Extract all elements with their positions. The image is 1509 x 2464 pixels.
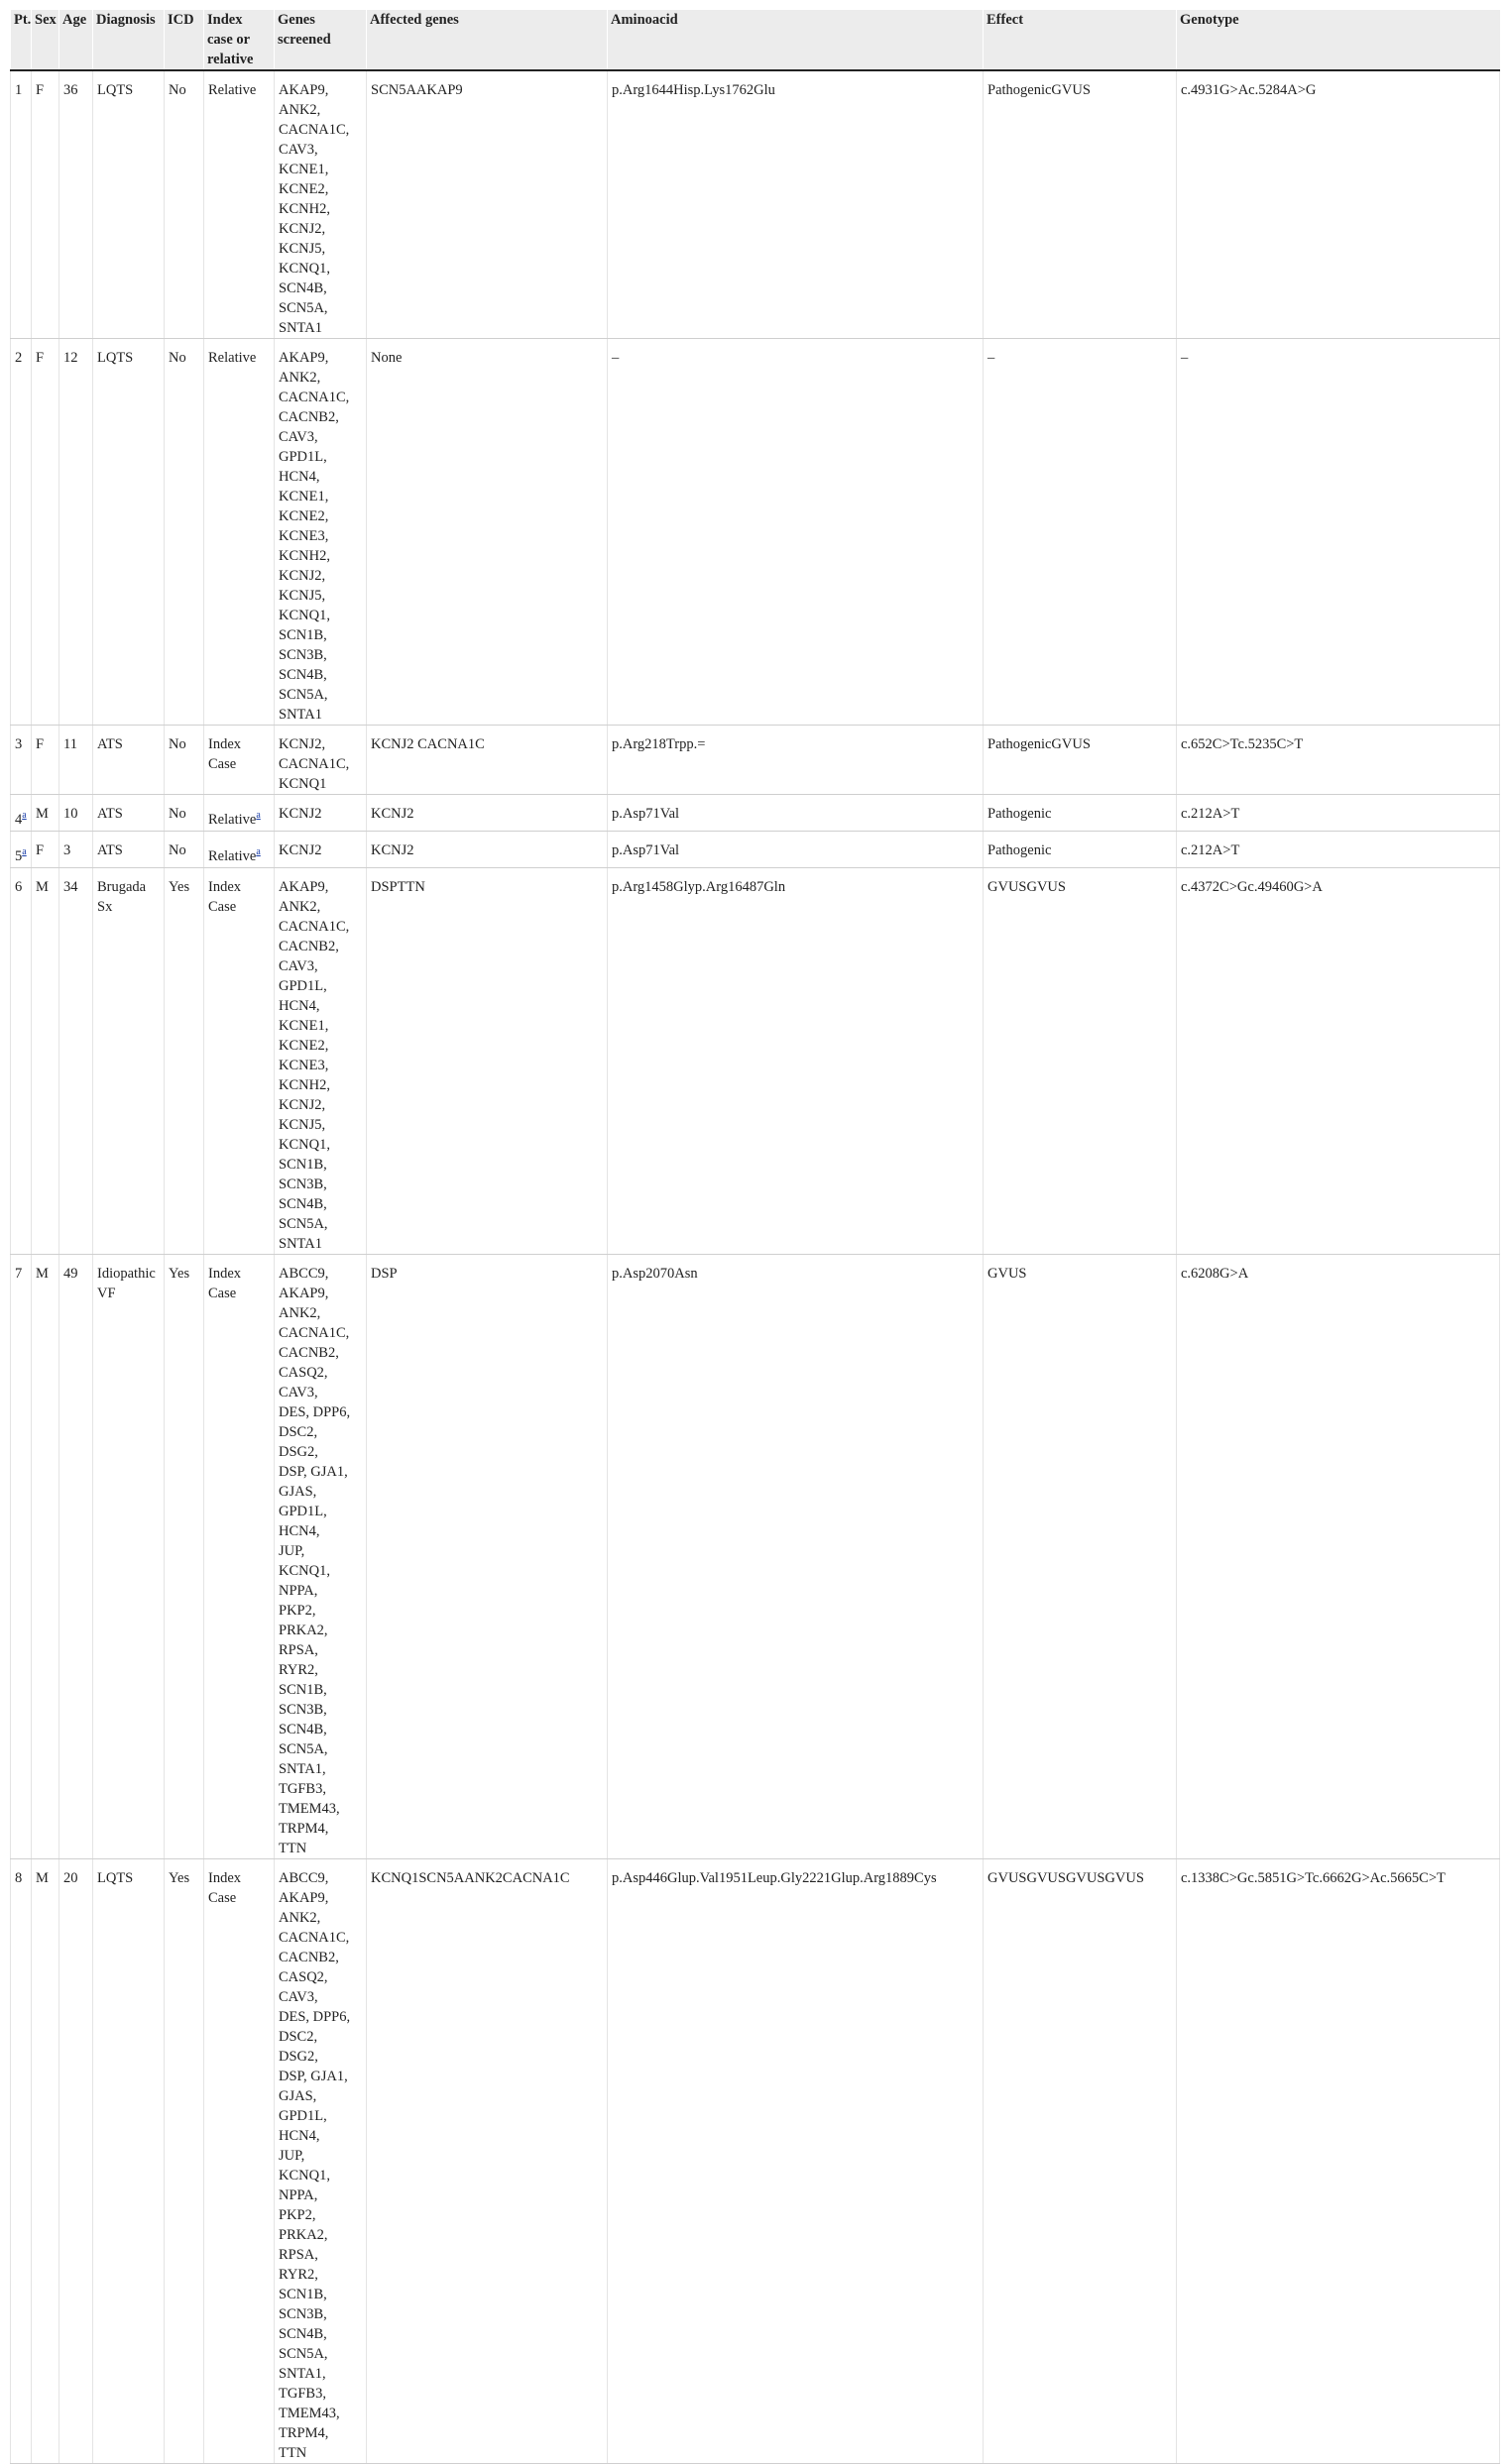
cell-genes-screened <box>275 1858 367 2463</box>
header-diagnosis: Diagnosis <box>93 10 165 70</box>
cell-icd: Yes <box>165 1254 204 1858</box>
header-genes-screened: Genes screened <box>275 10 367 70</box>
gene-item: ANK2, <box>279 1304 321 1321</box>
cell-sex: F <box>32 339 59 726</box>
gene-item: HCN4, <box>279 997 320 1014</box>
cell-age: 3 <box>59 831 93 867</box>
cell-affected-genes: SCN5AAKAP9 <box>367 70 608 339</box>
table-row <box>11 726 1500 795</box>
gene-item: KCNE2, <box>279 508 329 524</box>
cell-affected-genes: KCNJ2 <box>367 831 608 867</box>
cell-genotype: c.4931G>Ac.5284A>G <box>1177 70 1500 339</box>
cell-icd: Yes <box>165 867 204 1254</box>
cell-aminoacid: p.Arg1458Glyp.Arg16487Gln <box>608 867 984 1254</box>
gene-item: AKAP9, <box>279 350 329 366</box>
gene-item: CASQ2, <box>279 1364 328 1381</box>
gene-item: SCN1B, <box>279 1156 327 1173</box>
gene-item: KCNE3, <box>279 528 329 544</box>
cell-genotype: c.6208G>A <box>1177 1254 1500 1858</box>
table-body <box>11 70 1500 2463</box>
cell-affected-genes: DSP <box>367 1254 608 1858</box>
gene-item: SCN4B, <box>279 667 327 683</box>
cell-genotype: c.212A>T <box>1177 795 1500 832</box>
cell-genotype: c.4372C>Gc.49460G>A <box>1177 867 1500 1254</box>
gene-item: TGFB3, <box>279 1780 326 1797</box>
cell-sex: M <box>32 1858 59 2463</box>
cell-sex: F <box>32 831 59 867</box>
gene-item: CACNA1C, <box>279 1929 350 1946</box>
gene-item: SCN4B, <box>279 2325 327 2342</box>
cell-diagnosis: ATS <box>93 831 165 867</box>
cell-genotype: – <box>1177 339 1500 726</box>
gene-item: RYR2, <box>279 2266 318 2283</box>
gene-item: AKAP9, <box>279 82 329 98</box>
cell-diagnosis: ATS <box>93 795 165 832</box>
gene-item: KCNQ1, <box>279 608 330 623</box>
index-value: Index Case <box>208 1869 242 1906</box>
cell-icd: Yes <box>165 1858 204 2463</box>
gene-item: TRPM4, <box>279 2424 329 2441</box>
cell-genes-screened <box>275 831 367 867</box>
index-footnote-link[interactable]: a <box>256 845 261 857</box>
cell-diagnosis: ATS <box>93 726 165 795</box>
gene-item: DSC2, <box>279 1423 318 1440</box>
cell-index-case-or-relative <box>204 339 275 726</box>
gene-item: TGFB3, <box>279 2385 326 2402</box>
table-row <box>11 1254 1500 1858</box>
gene-item: GPD1L, <box>279 1503 327 1519</box>
gene-item: ANK2, <box>279 1909 321 1926</box>
gene-item: PRKA2, <box>279 1622 328 1638</box>
cell-index-case-or-relative <box>204 1858 275 2463</box>
cell-index-case-or-relative <box>204 70 275 339</box>
gene-item: CACNB2, <box>279 1344 339 1361</box>
gene-item: HCN4, <box>279 2127 320 2144</box>
cell-sex: M <box>32 867 59 1254</box>
gene-item: DSG2, <box>279 2048 318 2065</box>
header-row <box>11 10 1500 70</box>
cell-genotype: c.1338C>Gc.5851G>Tc.6662G>Ac.5665C>T <box>1177 1858 1500 2463</box>
table-row <box>11 1858 1500 2463</box>
gene-item: KCNQ1, <box>279 261 330 277</box>
index-value: Index Case <box>208 878 242 915</box>
cell-genotype: c.652C>Tc.5235C>T <box>1177 726 1500 795</box>
gene-item: GPD1L, <box>279 977 327 994</box>
gene-item: SNTA1 <box>279 1235 322 1252</box>
gene-item: KCNJ2 <box>279 841 322 858</box>
gene-item: TMEM43, <box>279 2405 340 2421</box>
gene-item: JUP, <box>279 1542 305 1559</box>
pt-number: 2 <box>15 350 23 366</box>
cell-pt <box>11 795 32 832</box>
table-row <box>11 795 1500 832</box>
cell-pt <box>11 726 32 795</box>
gene-item: CAV3, <box>279 1384 318 1400</box>
gene-item: KCNQ1, <box>279 1562 330 1579</box>
gene-item: SCN3B, <box>279 1701 327 1718</box>
cell-pt <box>11 1858 32 2463</box>
gene-item: CACNA1C, <box>279 1324 350 1341</box>
gene-item: TMEM43, <box>279 1800 340 1817</box>
gene-item: SCN4B, <box>279 1721 327 1737</box>
index-value: Relative <box>208 82 257 98</box>
gene-item: CACNA1C, <box>279 122 350 138</box>
cell-genotype: c.212A>T <box>1177 831 1500 867</box>
gene-item: KCNE1, <box>279 489 329 504</box>
cell-aminoacid: p.Asp446Glup.Val1951Leup.Gly2221Glup.Arg1889Cys <box>608 1858 984 2463</box>
gene-item: KCNJ2 <box>279 806 322 822</box>
cell-age: 36 <box>59 70 93 339</box>
gene-item: GPD1L, <box>279 2107 327 2124</box>
gene-item: ABCC9, <box>279 1869 329 1886</box>
cell-diagnosis: Idiopathic VF <box>93 1254 165 1858</box>
header-pt: Pt. <box>11 10 32 70</box>
gene-item: SNTA1 <box>279 320 322 336</box>
gene-item: CACNB2, <box>279 409 339 425</box>
cell-pt <box>11 831 32 867</box>
cell-age: 12 <box>59 339 93 726</box>
header-index-case-or-relative: Index case or relative <box>204 10 275 70</box>
gene-item: KCNJ5, <box>279 241 326 257</box>
gene-item: KCNE1, <box>279 1017 329 1034</box>
gene-item: CAV3, <box>279 1988 318 2005</box>
cell-diagnosis: LQTS <box>93 70 165 339</box>
index-value: Relative <box>208 350 257 366</box>
cell-diagnosis: LQTS <box>93 1858 165 2463</box>
cell-genes-screened <box>275 795 367 832</box>
cell-diagnosis: LQTS <box>93 339 165 726</box>
header-genotype: Genotype <box>1177 10 1500 70</box>
cell-effect: GVUS <box>984 1254 1177 1858</box>
cell-sex: M <box>32 795 59 832</box>
cell-genes-screened <box>275 70 367 339</box>
index-footnote-link[interactable]: a <box>256 810 261 821</box>
gene-item: NPPA, <box>279 1582 318 1599</box>
cell-icd: No <box>165 339 204 726</box>
gene-item: CASQ2, <box>279 1968 328 1985</box>
header-sex: Sex <box>32 10 59 70</box>
cell-index-case-or-relative <box>204 1254 275 1858</box>
index-value: Relative <box>208 811 257 828</box>
gene-item: HCN4, <box>279 469 320 485</box>
header-age: Age <box>59 10 93 70</box>
footnote-marker <box>256 807 260 821</box>
gene-item: SCN1B, <box>279 1681 327 1698</box>
table-row <box>11 339 1500 726</box>
gene-item: SCN5A, <box>279 687 328 703</box>
gene-item: KCNE2, <box>279 181 329 197</box>
gene-item: DES, DPP6, <box>279 1403 351 1420</box>
footnote-marker <box>22 843 26 857</box>
cell-effect: PathogenicGVUS <box>984 726 1177 795</box>
index-value: Index Case <box>208 1265 242 1301</box>
gene-item: SCN5A, <box>279 300 328 316</box>
cell-effect: GVUSGVUS <box>984 867 1177 1254</box>
gene-item: AKAP9, <box>279 878 329 895</box>
pt-number: 6 <box>15 878 23 895</box>
cell-effect: GVUSGVUSGVUSGVUS <box>984 1858 1177 2463</box>
gene-item: AKAP9, <box>279 1889 329 1906</box>
pt-number: 5 <box>15 847 23 864</box>
cell-sex: F <box>32 726 59 795</box>
gene-item: CACNA1C, <box>279 756 350 772</box>
gene-item: DES, DPP6, <box>279 2008 351 2025</box>
gene-item: DSP, GJA1, <box>279 2068 348 2084</box>
gene-item: CACNA1C, <box>279 918 350 935</box>
gene-item: KCNE3, <box>279 1057 329 1073</box>
pt-footnote-link[interactable]: a <box>22 810 27 821</box>
gene-item: DSC2, <box>279 2028 318 2045</box>
table-row <box>11 70 1500 339</box>
cell-effect: PathogenicGVUS <box>984 70 1177 339</box>
table-row <box>11 867 1500 1254</box>
gene-item: KCNH2, <box>279 201 330 217</box>
gene-item: ANK2, <box>279 898 321 915</box>
cell-aminoacid: p.Asp2070Asn <box>608 1254 984 1858</box>
gene-item: KCNJ5, <box>279 1116 326 1133</box>
gene-item: SNTA1, <box>279 1760 326 1777</box>
cell-effect: – <box>984 339 1177 726</box>
index-value: Index Case <box>208 736 242 772</box>
cell-affected-genes: DSPTTN <box>367 867 608 1254</box>
gene-item: SCN5A, <box>279 2345 328 2362</box>
cell-affected-genes: KCNQ1SCN5AANK2CACNA1C <box>367 1858 608 2463</box>
gene-item: KCNJ2, <box>279 568 326 584</box>
cell-age: 11 <box>59 726 93 795</box>
cell-affected-genes: KCNJ2 CACNA1C <box>367 726 608 795</box>
gene-item: DSP, GJA1, <box>279 1463 348 1480</box>
cell-age: 49 <box>59 1254 93 1858</box>
cell-index-case-or-relative <box>204 795 275 832</box>
cell-genes-screened <box>275 1254 367 1858</box>
gene-item: AKAP9, <box>279 1285 329 1301</box>
cell-pt <box>11 339 32 726</box>
gene-item: KCNJ2, <box>279 736 326 752</box>
cell-aminoacid: p.Asp71Val <box>608 795 984 832</box>
cell-icd: No <box>165 726 204 795</box>
gene-item: CACNB2, <box>279 1949 339 1965</box>
gene-item: KCNJ5, <box>279 588 326 604</box>
table-header <box>11 10 1500 70</box>
gene-item: TTN <box>279 2444 307 2461</box>
cell-aminoacid: p.Arg1644Hisp.Lys1762Glu <box>608 70 984 339</box>
gene-item: RPSA, <box>279 2246 318 2263</box>
cell-aminoacid: p.Asp71Val <box>608 831 984 867</box>
header-icd: ICD <box>165 10 204 70</box>
cell-effect: Pathogenic <box>984 831 1177 867</box>
gene-item: GJAS, <box>279 2087 317 2104</box>
cell-age: 10 <box>59 795 93 832</box>
gene-item: ANK2, <box>279 370 321 386</box>
gene-item: SCN4B, <box>279 1195 327 1212</box>
gene-item: SCN4B, <box>279 280 327 296</box>
index-value: Relative <box>208 847 257 864</box>
cell-index-case-or-relative <box>204 867 275 1254</box>
gene-item: SCN5A, <box>279 1215 328 1232</box>
gene-item: HCN4, <box>279 1522 320 1539</box>
pt-footnote-link[interactable]: a <box>22 845 27 857</box>
cell-sex: F <box>32 70 59 339</box>
pt-number: 1 <box>15 82 23 98</box>
footnote-marker <box>22 807 26 821</box>
cell-index-case-or-relative <box>204 831 275 867</box>
gene-item: KCNE2, <box>279 1037 329 1054</box>
cell-index-case-or-relative <box>204 726 275 795</box>
cell-pt <box>11 867 32 1254</box>
gene-item: NPPA, <box>279 2186 318 2203</box>
cell-affected-genes: None <box>367 339 608 726</box>
gene-item: DSG2, <box>279 1443 318 1460</box>
header-affected-genes: Affected genes <box>367 10 608 70</box>
gene-item: CAV3, <box>279 957 318 974</box>
gene-item: PKP2, <box>279 2206 316 2223</box>
gene-item: GJAS, <box>279 1483 317 1500</box>
footnote-marker <box>256 843 260 857</box>
cell-pt <box>11 1254 32 1858</box>
gene-item: KCNJ2, <box>279 221 326 237</box>
cell-icd: No <box>165 831 204 867</box>
gene-item: CACNB2, <box>279 938 339 954</box>
cell-effect: Pathogenic <box>984 795 1177 832</box>
gene-item: SNTA1, <box>279 2365 326 2382</box>
cell-sex: M <box>32 1254 59 1858</box>
gene-item: SCN1B, <box>279 627 327 643</box>
gene-item: KCNQ1, <box>279 2167 330 2184</box>
cell-pt <box>11 70 32 339</box>
gene-item: SCN3B, <box>279 647 327 663</box>
pt-number: 7 <box>15 1265 23 1282</box>
gene-item: SCN3B, <box>279 1176 327 1192</box>
gene-item: SCN3B, <box>279 2305 327 2322</box>
gene-item: KCNH2, <box>279 548 330 564</box>
cell-genes-screened <box>275 867 367 1254</box>
gene-item: KCNH2, <box>279 1076 330 1093</box>
cell-aminoacid: – <box>608 339 984 726</box>
cell-age: 20 <box>59 1858 93 2463</box>
header-aminoacid: Aminoacid <box>608 10 984 70</box>
genetics-table <box>10 10 1500 2464</box>
cell-icd: No <box>165 70 204 339</box>
gene-item: ABCC9, <box>279 1265 329 1282</box>
gene-item: TTN <box>279 1840 307 1856</box>
gene-item: PRKA2, <box>279 2226 328 2243</box>
cell-affected-genes: KCNJ2 <box>367 795 608 832</box>
cell-age: 34 <box>59 867 93 1254</box>
gene-item: TRPM4, <box>279 1820 329 1837</box>
gene-item: SCN5A, <box>279 1740 328 1757</box>
gene-item: RPSA, <box>279 1641 318 1658</box>
gene-item: RYR2, <box>279 1661 318 1678</box>
gene-item: GPD1L, <box>279 449 327 465</box>
gene-item: KCNE1, <box>279 162 329 177</box>
pt-number: 3 <box>15 736 23 752</box>
pt-number: 4 <box>15 811 23 828</box>
table-row <box>11 831 1500 867</box>
gene-item: JUP, <box>279 2147 305 2164</box>
pt-number: 8 <box>15 1869 23 1886</box>
cell-icd: No <box>165 795 204 832</box>
gene-item: ANK2, <box>279 102 321 118</box>
header-effect: Effect <box>984 10 1177 70</box>
gene-item: CAV3, <box>279 142 318 158</box>
gene-item: CACNA1C, <box>279 390 350 405</box>
gene-item: KCNQ1, <box>279 1136 330 1153</box>
cell-genes-screened <box>275 339 367 726</box>
gene-item: KCNQ1 <box>279 776 327 792</box>
gene-item: CAV3, <box>279 429 318 445</box>
gene-item: SCN1B, <box>279 2286 327 2302</box>
gene-item: PKP2, <box>279 1602 316 1619</box>
cell-genes-screened <box>275 726 367 795</box>
cell-diagnosis: Brugada Sx <box>93 867 165 1254</box>
gene-item: SNTA1 <box>279 707 322 723</box>
cell-aminoacid: p.Arg218Trpp.= <box>608 726 984 795</box>
gene-item: KCNJ2, <box>279 1096 326 1113</box>
